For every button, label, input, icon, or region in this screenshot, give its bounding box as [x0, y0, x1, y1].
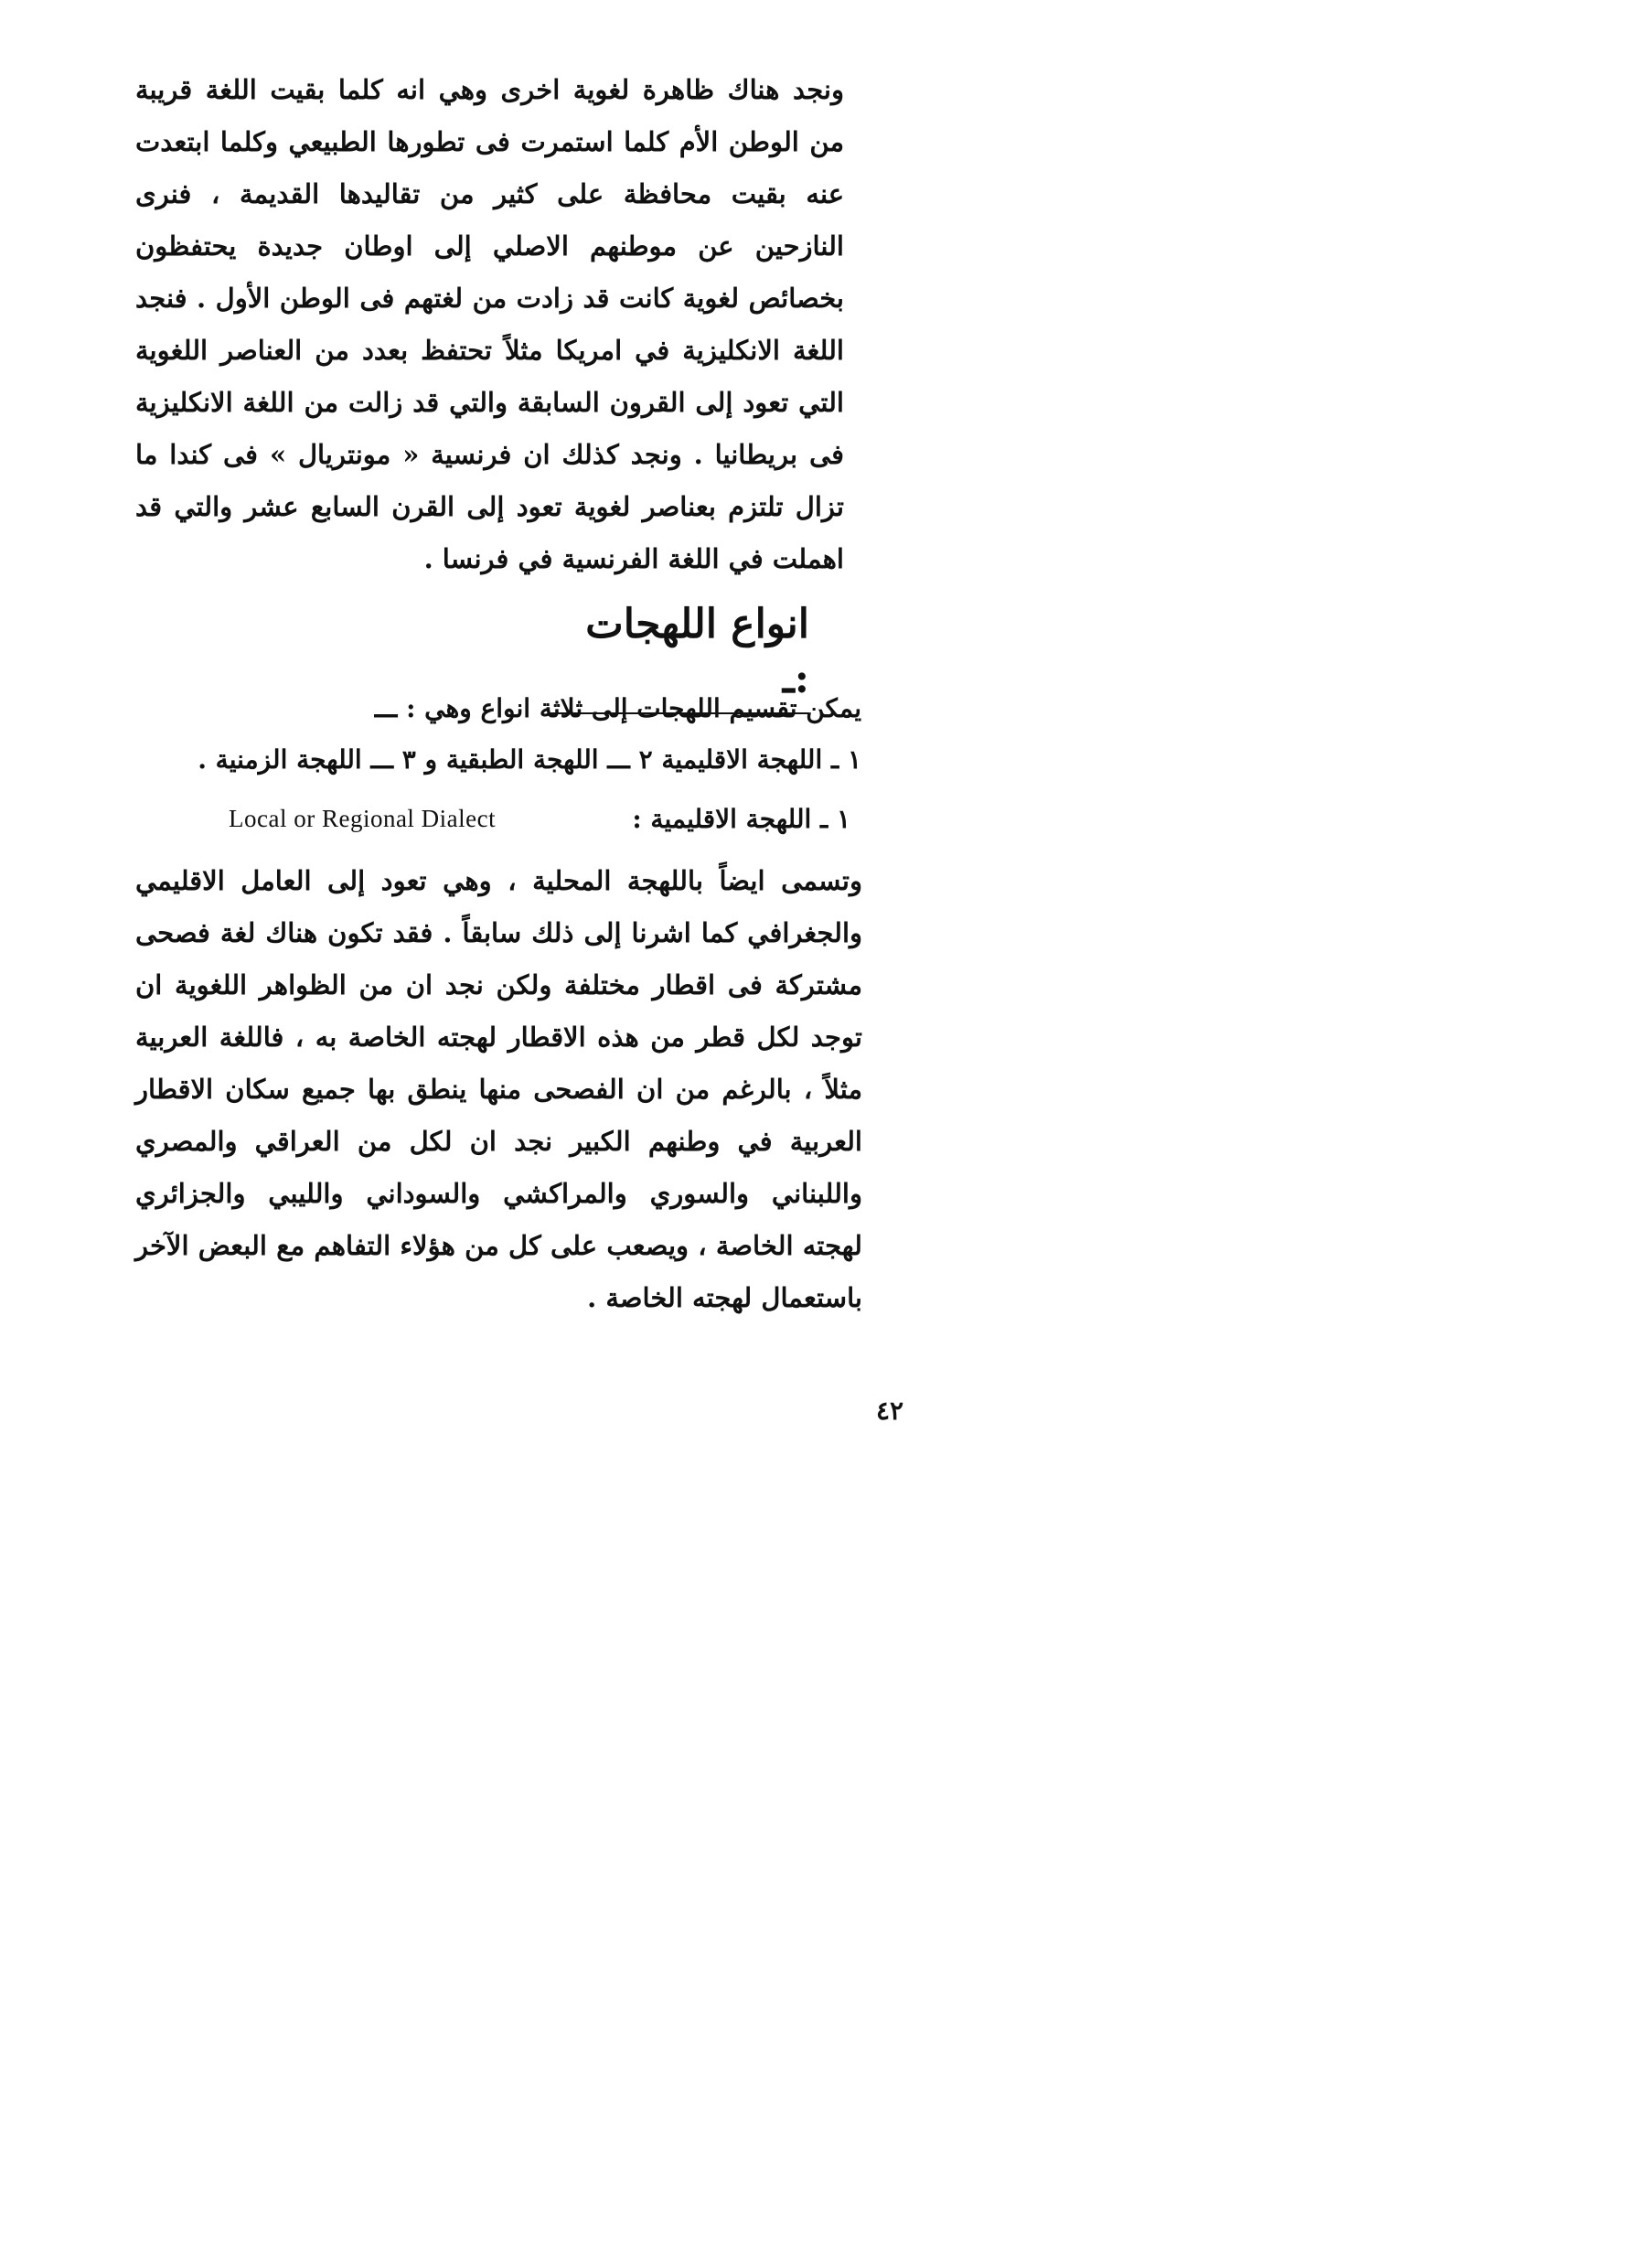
page-number: ٤٢	[875, 1396, 904, 1426]
intro-line: يمكن تقسيم اللهجات إلى ثلاثة انواع وهي : ـــ	[374, 693, 861, 723]
book-page	[0, 0, 1035, 1463]
subheading-english: Local or Regional Dialect	[229, 805, 497, 832]
paragraph-linguistic-phenomenon: ونجد هناك ظاهرة لغوية اخرى وهي انه كلما بقيت اللغة قريبة من الوطن الأم كلما استمرت فى تطورها الطبيعي وكلما ابتعدت عنه بقيت محافظة على كثير من تقاليدها القديمة ، فنرى النازحين عن موطنهم الاصلي إلى اوطان جديدة يحتفظون بخصائص لغوية كانت قد زادت من لغتهم فى الوطن الأول . فنجد اللغة الانكليزية في امريكا مثلاً تحتفظ بعدد من العناصر اللغوية التي تعود إلى القرون السابقة والتي قد زالت من اللغة الانكليزية فى بريطانيا . ونجد كذلك ان فرنسية « مونتريال » فى كندا ما تزال تلتزم بعناصر لغوية تعود إلى القرن السابع عشر والتي قد اهملت في اللغة الفرنسية في فرنسا .	[135, 74, 844, 574]
subheading-regional-dialect	[137, 798, 850, 840]
section-heading: انواع اللهجات :ـ	[549, 597, 809, 714]
subheading-arabic: ١ ـ اللهجة الاقليمية :	[632, 804, 850, 834]
dialect-types-list: ١ ـ اللهجة الاقليمية ٢ ـــ اللهجة الطبقية و ٣ ـــ اللهجة الزمنية .	[198, 744, 861, 775]
paragraph-regional-dialect: وتسمى ايضاً باللهجة المحلية ، وهي تعود إلى العامل الاقليمي والجغرافي كما اشرنا إلى ذلك سابقاً . فقد تكون هناك لغة فصحى مشتركة فى اقطار مختلفة ولكن نجد ان من الظواهر اللغوية ان توجد لكل قطر من هذه الاقطار لهجته الخاصة به ، فاللغة العربية مثلاً ، بالرغم من ان الفصحى منها ينطق بها جميع سكان الاقطار العربية في وطنهم الكبير نجد ان لكل من العراقي والمصري واللبناني والسوري والمراكشي والسوداني والليبي والجزائري لهجته الخاصة ، ويصعب على كل من هؤلاء التفاهم مع البعض الآخر باستعمال لهجته الخاصة .	[135, 865, 862, 1313]
